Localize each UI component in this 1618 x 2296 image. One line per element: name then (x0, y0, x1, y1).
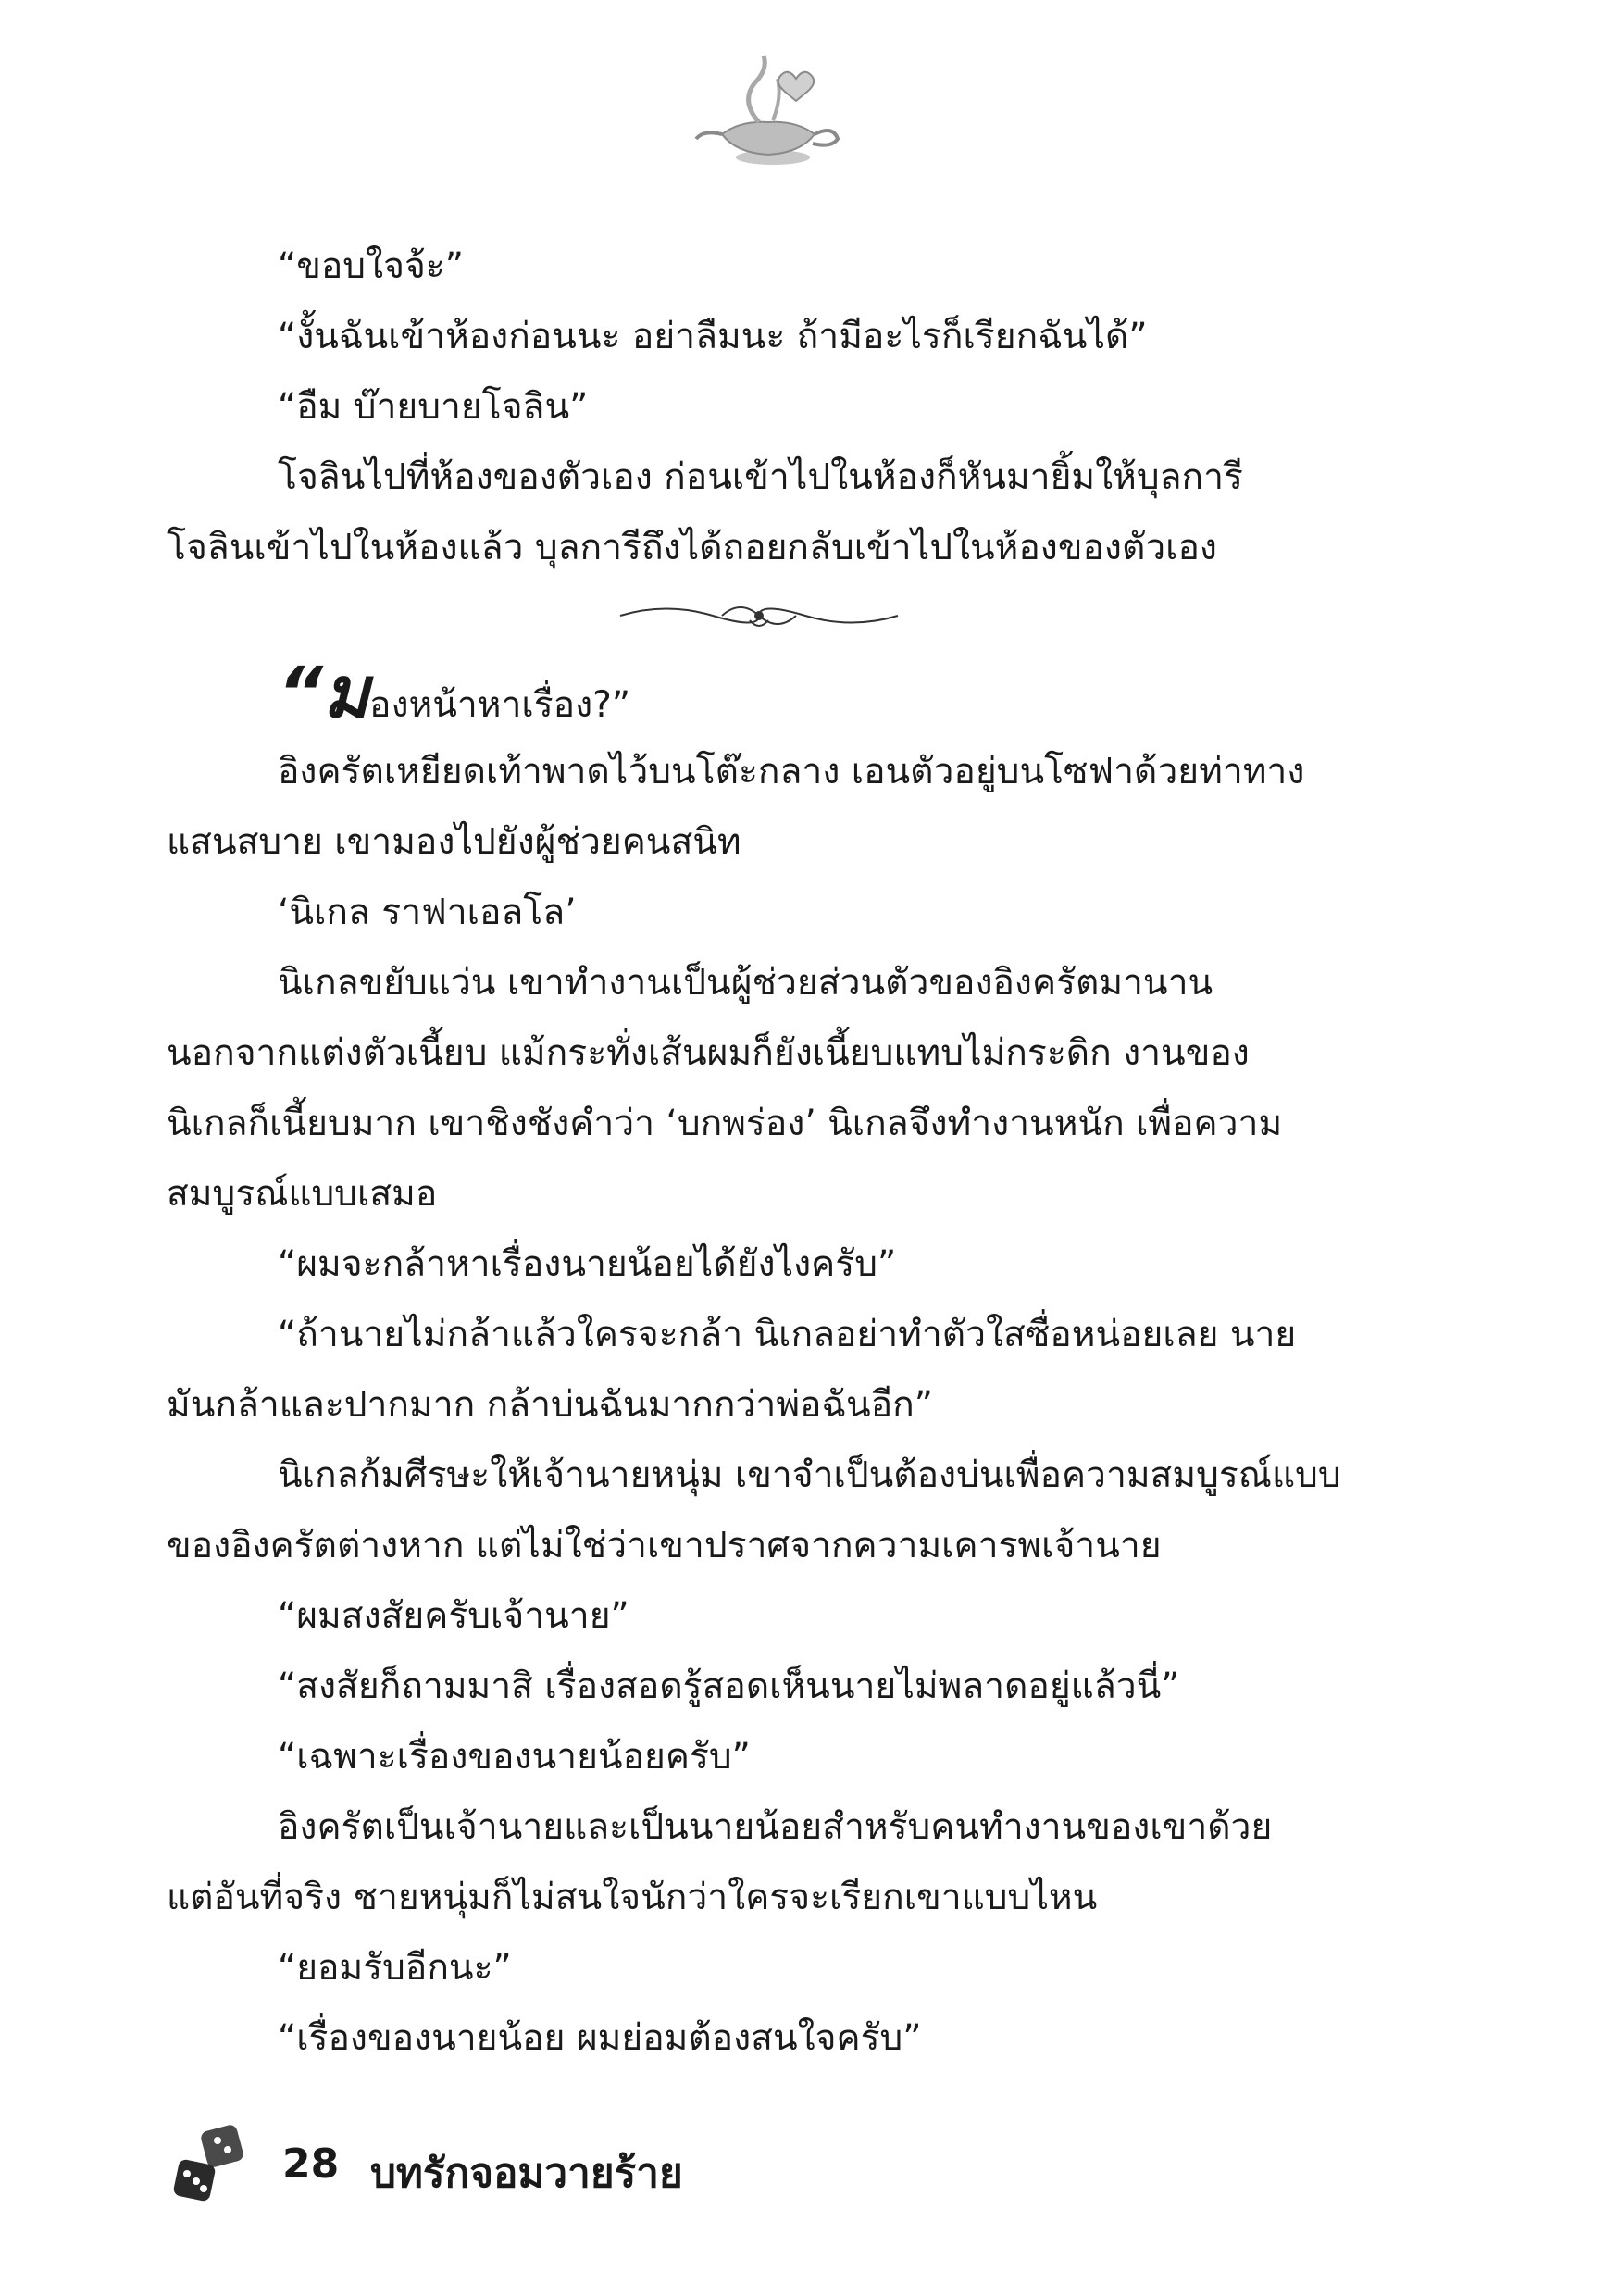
text-line: อิงครัตเหยียดเท้าพาดไว้บนโต๊ะกลาง เอนตัวอยู่บนโซฟาด้วยท่าทาง (278, 751, 1305, 792)
genie-lamp-icon (685, 46, 852, 176)
text-line: สมบูรณ์แบบเสมอ (167, 1173, 438, 1215)
text-line: อิงครัตเป็นเจ้านายและเป็นนายน้อยสำหรับคนทำงานของเขาด้วย (278, 1806, 1273, 1848)
text-block-1 (167, 231, 1351, 583)
text-line: “ขอบใจจ้ะ” (278, 245, 464, 287)
text-line: “งั้นฉันเข้าห้องก่อนนะ อย่าลืมนะ ถ้ามีอะไรก็เรียกฉันได้” (278, 316, 1148, 357)
text-line: นิเกลก็เนี้ยบมาก เขาชิงชังคำว่า ‘บกพร่อง’ นิเกลจึงทำงานหนัก เพื่อความ (167, 1103, 1283, 1144)
drop-cap: “ม (278, 651, 370, 733)
text-line: “เฉพาะเรื่องของนายน้อยครับ” (278, 1736, 751, 1778)
text-line: “เรื่องของนายน้อย ผมย่อมต้องสนใจครับ” (278, 2017, 922, 2059)
text-line: ‘นิเกล ราฟาเอลโล’ (278, 892, 577, 933)
page-footer (167, 2120, 1000, 2213)
text-line: นอกจากแต่งตัวเนี้ยบ แม้กระทั่งเส้นผมก็ยังเนี้ยบแทบไม่กระดิก งานของ (167, 1032, 1250, 1074)
text-line: “ผมจะกล้าหาเรื่องนายน้อยได้ยังไงครับ” (278, 1243, 897, 1285)
opening-line-rest: องหน้าหาเรื่อง?” (369, 684, 631, 726)
text-block-2 (167, 737, 1351, 2074)
text-line: โจลินเข้าไปในห้องแล้ว บุลการีถึงได้ถอยกลับเข้าไปในห้องของตัวเอง (167, 527, 1217, 568)
page-number: 28 (282, 2140, 340, 2188)
text-line: “ผมสงสัยครับเจ้านาย” (278, 1595, 629, 1637)
text-line: นิเกลขยับแว่น เขาทำงานเป็นผู้ช่วยส่วนตัวของอิงครัตมานาน (278, 962, 1214, 1004)
text-line: “ยอมรับอีกนะ” (278, 1947, 512, 1989)
text-line: ของอิงครัตต่างหาก แต่ไม่ใช่ว่าเขาปราศจากความเคารพเจ้านาย (167, 1525, 1162, 1566)
text-line: มันกล้าและปากมาก กล้าบ่นฉันมากกว่าพ่อฉันอีก” (167, 1384, 933, 1426)
book-title: บทรักจอมวายร้าย (370, 2150, 683, 2197)
text-line: แสนสบาย เขามองไปยังผู้ช่วยคนสนิท (167, 821, 741, 863)
text-line: “สงสัยก็ถามมาสิ เรื่องสอดรู้สอดเห็นนายไม่พลาดอยู่แล้วนี่” (278, 1666, 1180, 1707)
text-line: แต่อันที่จริง ชายหนุ่มก็ไม่สนใจนักว่าใครจะเรียกเขาแบบไหน (167, 1877, 1098, 1918)
text-line: “อืม บ๊ายบายโจลิน” (278, 386, 589, 428)
dice-icon (167, 2120, 259, 2213)
text-line: “ถ้านายไม่กล้าแล้วใครจะกล้า นิเกลอย่าทำตัวใสซื่อหน่อยเลย นาย (278, 1314, 1297, 1355)
text-line: โจลินไปที่ห้องของตัวเอง ก่อนเข้าไปในห้องก็หันมายิ้มให้บุลการี (278, 456, 1244, 498)
text-line: นิเกลก้มศีรษะให้เจ้านายหนุ่ม เขาจำเป็นต้องบ่นเพื่อความสมบูรณ์แบบ (278, 1454, 1341, 1496)
scene-opening-line (278, 648, 630, 737)
flourish-divider-icon (611, 593, 907, 639)
